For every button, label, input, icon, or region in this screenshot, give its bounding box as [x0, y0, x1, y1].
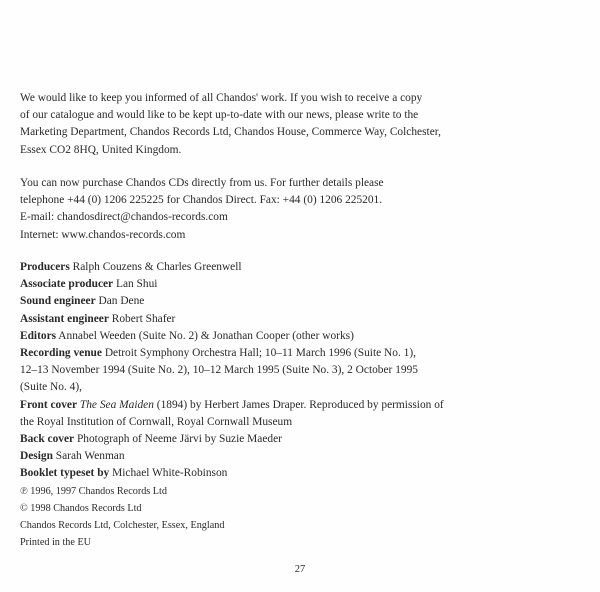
page-number: 27 [294, 564, 306, 575]
company-address: Chandos Records Ltd, Colchester, Essex, England [20, 520, 225, 532]
text-line: Marketing Department, Chandos Records Ltd, Chandos House, Commerce Way, Colchester, [20, 126, 441, 139]
text-line: telephone +44 (0) 1206 225225 for Chandos Direct. Fax: +44 (0) 1206 225201. [20, 194, 383, 207]
credit-design: Design Sarah Wenman [20, 450, 125, 463]
website-line: Internet: www.chandos-records.com [20, 228, 186, 241]
email-line: E-mail: chandosdirect@chandos-records.com [20, 211, 228, 224]
credit-recording-venue: Recording venue Detroit Symphony Orchestra Hall; 10–11 March 1996 (Suite No. 1), [20, 347, 416, 360]
catalogue-paragraph [20, 90, 590, 159]
phonogram-notice: ℗ 1996, 1997 Chandos Records Ltd [20, 485, 167, 497]
text-line: of our catalogue and would like to be kept up-to-date with our news, please write to the [20, 109, 419, 122]
credit-back-cover: Back cover Photograph of Neeme Järvi by Suzie Maeder [20, 433, 282, 446]
credit-sound-engineer: Sound engineer Dan Dene [20, 295, 145, 308]
credit-assistant-engineer: Assistant engineer Robert Shafer [20, 312, 176, 325]
text-line: Essex CO2 8HQ, United Kingdom. [20, 143, 182, 156]
credit-editors: Editors Annabel Weeden (Suite No. 2) & Jonathan Cooper (other works) [20, 329, 354, 342]
credit-front-cover-cont: the Royal Institution of Cornwall, Royal Cornwall Museum [20, 415, 293, 428]
text-line: We would like to keep you informed of all Chandos' work. If you wish to receive a copy [20, 92, 423, 104]
credit-front-cover: Front cover The Sea Maiden (1894) by Herbert James Draper. Reproduced by permission of [20, 398, 444, 411]
text-line: You can now purchase Chandos CDs directly from us. For further details please [20, 177, 384, 189]
copyright-notice: © 1998 Chandos Records Ltd [20, 502, 142, 514]
printed-notice: Printed in the EU [20, 537, 92, 549]
credits-section [20, 259, 590, 551]
credit-associate-producer: Associate producer Lan Shui [20, 278, 158, 291]
credit-producers: Producers Ralph Couzens & Charles Greenwell [20, 261, 242, 273]
credit-booklet-typeset: Booklet typeset by Michael White-Robinson [20, 467, 228, 480]
credit-recording-venue-cont: 12–13 November 1994 (Suite No. 2), 10–12 March 1995 (Suite No. 3), 2 October 1995 [20, 364, 418, 377]
credit-recording-venue-cont: (Suite No. 4), [20, 381, 83, 394]
purchase-paragraph [20, 175, 590, 244]
